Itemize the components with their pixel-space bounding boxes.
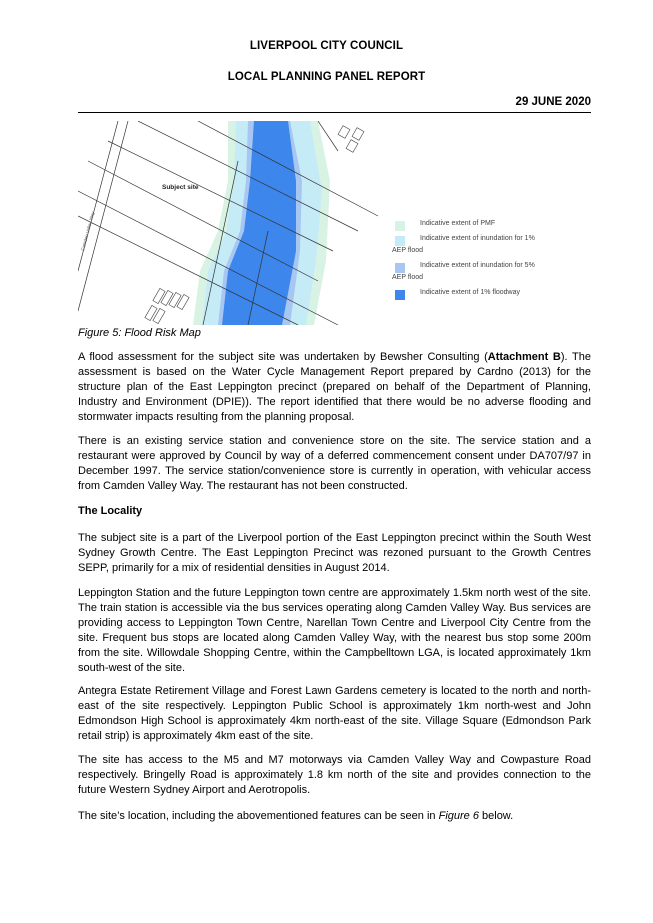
legend-label-1pct-aep-line2: AEP flood	[392, 247, 424, 254]
figure-6-reference: Figure 6	[438, 810, 479, 822]
legend-label-floodway: Indicative extent of 1% floodway	[420, 289, 521, 296]
p1-text-b: ). The assessment is based on the Water Cycle Management Report prepared by Cardno (2013) for the structure plan of the East Leppington precinct (prepared on behalf of the Department of Planning, Industry and Environment (DPIE)). The report identified that there would be no adverse flooding and stormwater impacts resulting from the planning proposal.	[78, 351, 591, 423]
legend-item-1pct-aep	[390, 233, 575, 257]
legend-swatch-5pct-aep	[395, 263, 405, 273]
p7-text-b: below.	[478, 810, 514, 822]
paragraph-motorways: The site has access to the M5 and M7 motorways via Camden Valley Way and Cowpasture Road respectively. Bringelly Road is approximately 1.8 km north of the site and provides connection to the future Western Sydney Airport and Aerotropolis.	[78, 754, 591, 796]
heading-the-locality: The Locality	[78, 505, 143, 517]
p7-text-a: The site’s location, including the abovementioned features can be seen in	[78, 810, 439, 822]
legend-item-5pct-aep	[390, 260, 575, 284]
legend-swatch-floodway	[395, 290, 405, 300]
legend-item-floodway	[390, 287, 575, 299]
council-title: LIVERPOOL CITY COUNCIL	[249, 40, 404, 52]
figure-caption: Figure 5: Flood Risk Map	[78, 327, 201, 339]
paragraph-growth-centre: The subject site is a part of the Liverpool portion of the East Leppington precinct within the South West Sydney Growth Centre. The East Leppington Precinct was rezoned pursuant to the Growth Centres SEPP, primarily for a mix of residential densities in August 2014.	[78, 532, 591, 574]
paragraph-figure-reference	[78, 809, 591, 824]
attachment-b-reference: Attachment B	[487, 351, 561, 363]
report-date: 29 JUNE 2020	[515, 96, 591, 108]
legend-label-pmf: Indicative extent of PMF	[420, 220, 496, 227]
report-title: LOCAL PLANNING PANEL REPORT	[227, 71, 426, 83]
paragraph-service-station: There is an existing service station and convenience store on the site. The service station and a restaurant were approved by Council by way of a deferred commencement consent under DA707/97 in December 1997. The service station/convenience store is currently in operation, with vehicular access from Camden Valley Way. The restaurant has not been constructed.	[78, 435, 591, 492]
paragraph-flood-assessment	[78, 350, 591, 425]
flood-risk-map	[78, 121, 386, 325]
legend-swatch-1pct-aep	[395, 236, 405, 246]
map-subject-site-label: Subject site	[162, 184, 199, 191]
legend-label-1pct-aep: Indicative extent of inundation for 1%	[420, 235, 535, 242]
paragraph-transport: Leppington Station and the future Leppington town centre are approximately 1.5km north west of the site. The train station is accessible via the bus services operating along Camden Valley Way. Bus services are providing access to Leppington Town Centre, Narellan Town Centre and Liverpool City Centre from the site. Frequent bus stops are located along Camden Valley Way, with the nearest bus stop some 200m from the site. Willowdale Shopping Centre, within the Campbelltown LGA, is located approximately 1km south-west of the site.	[78, 587, 591, 674]
legend-label-5pct-aep-line2: AEP flood	[392, 274, 424, 281]
legend-label-5pct-aep: Indicative extent of inundation for 5%	[420, 262, 535, 269]
map-legend	[390, 218, 575, 302]
map-road-label: Camden Valley Way	[80, 211, 96, 252]
header-divider	[78, 112, 591, 113]
legend-swatch-pmf	[395, 221, 405, 231]
p1-text-a: A flood assessment for the subject site was undertaken by Bewsher Consulting (	[78, 351, 488, 363]
legend-item-pmf	[390, 218, 575, 230]
paragraph-surroundings: Antegra Estate Retirement Village and Forest Lawn Gardens cemetery is located to the north and north-east of the site respectively. Leppington Public School is approximately 1km north-west and John Edmondson High School is approximately 4km north-east of the site. Village Square (Edmondson Park retail strip) is approximately 4km east of the site.	[78, 685, 591, 742]
